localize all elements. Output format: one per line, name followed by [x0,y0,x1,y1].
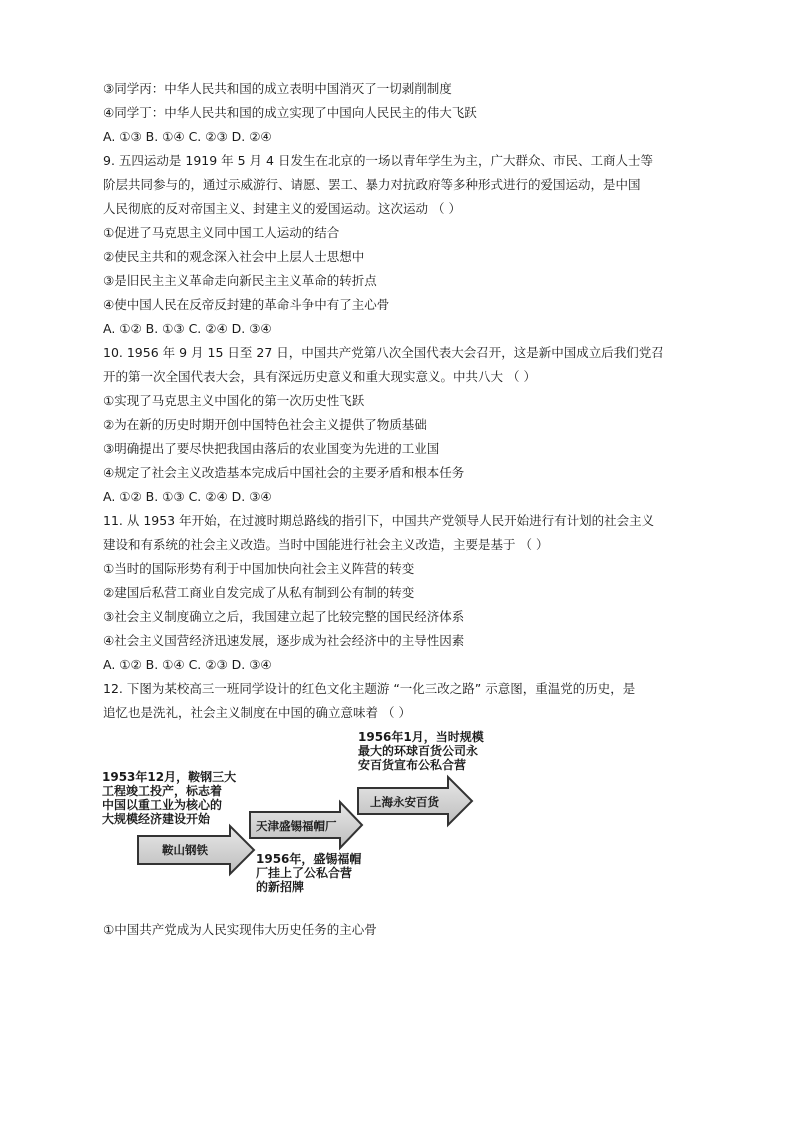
arrow-anshan-label: 鞍山钢铁 [162,843,208,857]
text-line: A. ①② B. ①③ C. ②④ D. ③④ [103,321,272,336]
text-line: 开的第一次全国代表大会，具有深远历史意义和重大现实意义。中共八大 （ ） [103,369,536,384]
caption-1956-yongan: 1956年1月，当时规模 最大的环球百货公司永 安百货宣布公私合营 [358,730,484,772]
text-line: ②建国后私营工商业自发完成了从私有制到公有制的转变 [103,585,415,600]
text-line: 追忆也是洗礼，社会主义制度在中国的确立意味着 （ ） [103,705,411,720]
text-line: ④社会主义国营经济迅速发展，逐步成为社会经济中的主导性因素 [103,633,465,648]
text-line: 建设和有系统的社会主义改造。当时中国能进行社会主义改造，主要是基于 （ ） [103,537,549,552]
text-line: ③同学丙：中华人民共和国的成立表明中国消灭了一切剥削制度 [103,81,452,96]
text-line: ③是旧民主主义革命走向新民主主义革命的转折点 [103,273,377,288]
text-line: ①促进了马克思主义同中国工人运动的结合 [103,225,340,240]
caption-1953: 1953年12月，鞍钢三大 工程竣工投产，标志着 中国以重工业为核心的 大规模经济建设开始 [102,770,237,826]
arrow-tianjin-label: 天津盛锡福帽厂 [256,819,337,833]
text-line: ③社会主义制度确立之后，我国建立起了比较完整的国民经济体系 [103,609,465,624]
text-line: A. ①③ B. ①④ C. ②③ D. ②④ [103,129,272,144]
text-line: A. ①② B. ①④ C. ②③ D. ③④ [103,657,272,672]
text-line: ②为在新的历史时期开创中国特色社会主义提供了物质基础 [103,417,427,432]
text-line: 阶层共同参与的，通过示威游行、请愿、罢工、暴力对抗政府等多种形式进行的爱国运动，是中国 [103,177,641,192]
text-line: 12. 下图为某校高三一班同学设计的红色文化主题游 “一化三改之路” 示意图，重温党的历史，是 [103,681,636,696]
option-line: ①中国共产党成为人民实现伟大历史任务的主心骨 [103,922,377,937]
text-line: ③明确提出了要尽快把我国由落后的农业国变为先进的工业国 [103,441,440,456]
text-line: 10. 1956 年 9 月 15 日至 27 日，中国共产党第八次全国代表大会召开，这是新中国成立后我们党召 [103,345,664,360]
text-line: 9. 五四运动是 1919 年 5 月 4 日发生在北京的一场以青年学生为主，广大群众、市民、工商人士等 [103,153,653,168]
text-line: ④同学丁：中华人民共和国的成立实现了中国向人民民主的伟大飞跃 [103,105,477,120]
caption-1956-shengxifu: 1956年，盛锡福帽 厂挂上了公私合营 的新招牌 [256,852,362,894]
text-line: ②使民主共和的观念深入社会中上层人士思想中 [103,249,365,264]
text-line: 人民彻底的反对帝国主义、封建主义的爱国运动。这次运动 （ ） [103,201,461,216]
arrow-shanghai-label: 上海永安百货 [370,795,439,809]
text-line: ④规定了社会主义改造基本完成后中国社会的主要矛盾和根本任务 [103,465,465,480]
text-line: 11. 从 1953 年开始，在过渡时期总路线的指引下，中国共产党领导人民开始进行有计划的社会主义 [103,513,655,528]
text-line: ④使中国人民在反帝反封建的革命斗争中有了主心骨 [103,297,390,312]
text-line: ①当时的国际形势有利于中国加快向社会主义阵营的转变 [103,561,415,576]
text-line: A. ①② B. ①③ C. ②④ D. ③④ [103,489,272,504]
text-line: ①实现了马克思主义中国化的第一次历史性飞跃 [103,393,365,408]
route-diagram [100,722,500,902]
